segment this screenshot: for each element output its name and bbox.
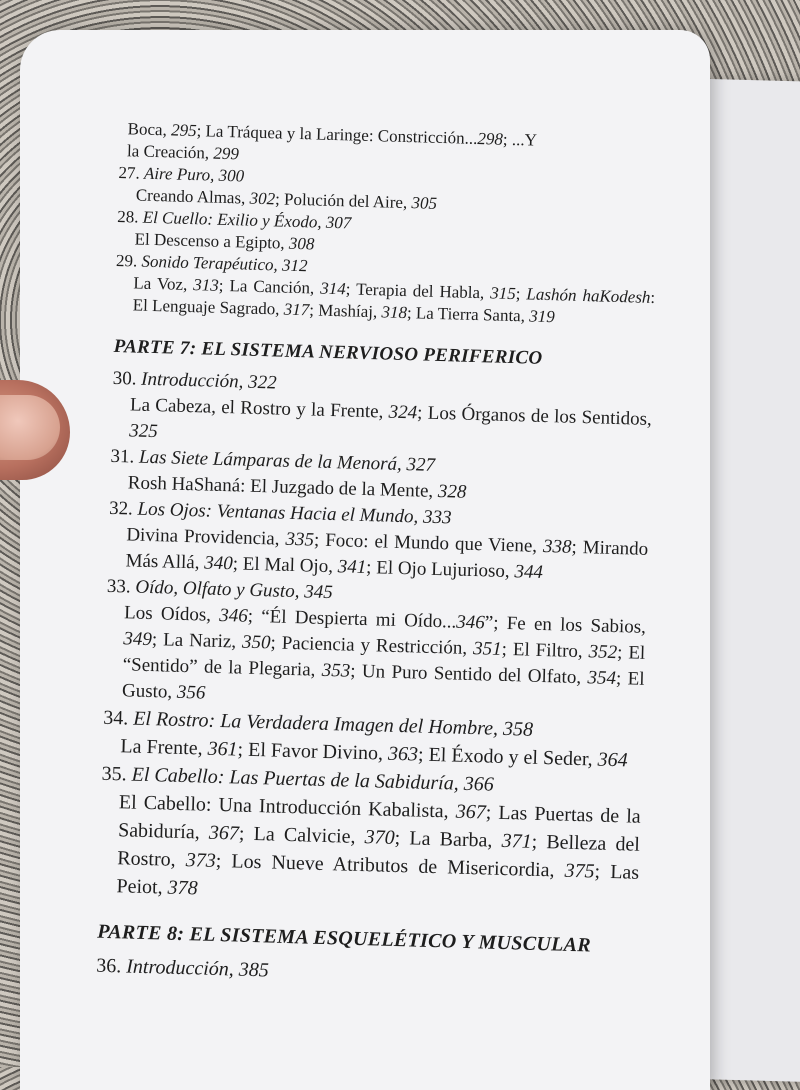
page-number: 346 — [218, 604, 249, 627]
toc-text: Boca, — [127, 119, 172, 140]
page-number: 338 — [542, 535, 572, 558]
page-number: 302 — [249, 188, 276, 209]
chapter-title: El Cabello: Las Puertas de la Sabiduría, 366 — [131, 763, 495, 796]
page-number: 346 — [456, 611, 486, 634]
page-number: 305 — [411, 193, 438, 213]
chapter-number: 27. — [118, 162, 145, 183]
toc-text: La Frente, — [120, 735, 208, 760]
page-number: 315 — [490, 283, 517, 304]
part-heading-7: PARTE 7: EL SISTEMA NERVIOSO PERIFERICO — [113, 335, 543, 369]
page-number: 314 — [319, 278, 346, 299]
page-number: 349 — [123, 628, 153, 651]
toc-text: ; Un Puro Sentido del Olfato, — [349, 660, 588, 689]
page-number: 351 — [472, 638, 502, 660]
toc-text: La Cabeza, el Rostro y la Frente, — [129, 394, 389, 423]
toc-text: ; Paciencia y Restricción, — [270, 632, 474, 660]
page-number: 353 — [321, 659, 351, 682]
chapter-number: 33. — [106, 575, 136, 598]
page-number: 371 — [501, 829, 532, 853]
page-number: 352 — [588, 641, 618, 664]
page-number: 361 — [207, 737, 238, 761]
toc-text: ; Las Puertas de la Sabiduría, — [117, 801, 641, 844]
page-number: 318 — [381, 302, 408, 323]
page-number: 344 — [514, 561, 544, 583]
chapter-title: Introducción, 322 — [140, 368, 277, 394]
chapter-title: Sonido Terapéutico, 312 — [141, 251, 308, 276]
toc-text: La Voz, — [133, 273, 194, 295]
toc-text: ; El Gusto, — [121, 668, 645, 703]
toc-italic-term: Lashón haKodesh — [526, 284, 651, 307]
toc-text: ; “Él Despierta mi Oído... — [247, 605, 457, 633]
chapter-number: 36. — [96, 954, 127, 978]
chapter-number: 35. — [101, 762, 132, 786]
page-number: 341 — [337, 556, 367, 579]
toc-sub-35 — [98, 788, 641, 915]
toc-text: : El Lenguaje Sagrado, — [132, 287, 656, 319]
toc-text: ; La Tierra Santa, — [406, 303, 530, 326]
toc-text: ; Los Órganos de los Sentidos, — [416, 402, 653, 430]
toc-text: ; Los Nueve Atributos de Misericordia, — [215, 849, 565, 882]
page-number: 308 — [288, 233, 315, 254]
toc-text: ; Mirando Más Allá, — [125, 536, 649, 574]
chapter-title: Los Ojos: Ventanas Hacia el Mundo, 333 — [137, 498, 452, 529]
toc-text: ; Belleza del Rostro, — [117, 830, 641, 872]
chapter-title: Aire Puro, 300 — [143, 163, 245, 186]
toc-text: ; La Nariz, — [151, 629, 243, 653]
chapter-title: El Cuello: Exilio y Éxodo, 307 — [142, 207, 352, 233]
toc-text: ; El Éxodo y el Seder, — [417, 743, 599, 771]
toc-text: ; Las Peiot, — [116, 860, 640, 899]
toc-text: ; La Tráquea y la Laringe: Constricción... — [196, 121, 478, 148]
toc-text: ; El Ojo Lujurioso, — [365, 557, 515, 583]
page-number: 317 — [283, 299, 310, 320]
chapter-number: 30. — [112, 367, 142, 390]
toc-text: ; Terapia del Habla, — [345, 279, 491, 303]
page-number: 373 — [185, 849, 217, 872]
page-number: 328 — [437, 481, 467, 503]
page-number: 354 — [587, 667, 617, 690]
page-number: 367 — [455, 800, 487, 824]
toc-text: Los Oídos, — [123, 602, 220, 626]
chapter-title: Las Siete Lámparas de la Menorá, 327 — [138, 446, 436, 476]
chapter-number: 34. — [102, 706, 134, 730]
chapter-number: 29. — [115, 250, 142, 271]
toc-text: ; El “Sentido” de la Plegaria, — [122, 642, 646, 681]
toc-text: El Cabello: Una Introducción Kabalista, — [118, 791, 457, 823]
page-number: 363 — [387, 742, 419, 766]
page-number: 378 — [167, 876, 198, 900]
toc-text: Rosh HaShaná: El Juzgado de la Mente, — [127, 472, 439, 503]
toc-text: Creando Almas, — [135, 185, 250, 208]
toc-text: ; Mashíaj, — [309, 300, 382, 322]
page-number: 375 — [564, 859, 595, 883]
page-number: 364 — [597, 748, 629, 772]
page-number: 313 — [193, 275, 220, 295]
chapter-number: 28. — [116, 206, 144, 227]
page-number: 367 — [208, 821, 240, 845]
toc-text: la Creación, — [126, 141, 214, 163]
toc-sub-33 — [104, 600, 647, 719]
toc-text: Divina Providencia, — [126, 524, 286, 550]
chapter-title: El Rostro: La Verdadera Imagen del Hombre, 358 — [132, 707, 534, 741]
toc-text: ; — [515, 284, 527, 304]
part-heading-8: PARTE 8: EL SISTEMA ESQUELÉTICO Y MUSCULAR — [96, 920, 592, 957]
page-number: 350 — [241, 631, 271, 654]
toc-text: ; Foco: el Mundo que Viene, — [313, 529, 544, 557]
page-number: 319 — [528, 306, 555, 327]
page-number: 324 — [388, 401, 418, 424]
toc-text: ; La Barba, — [394, 826, 502, 852]
toc-text: ; La Calvicie, — [238, 822, 366, 849]
toc-text: ; El Mal Ojo, — [232, 553, 339, 578]
chapter-number: 32. — [108, 497, 138, 520]
page-number: 325 — [128, 420, 159, 443]
toc-text: ; El Filtro, — [501, 638, 589, 663]
page-number: 299 — [213, 143, 240, 164]
page-number: 295 — [170, 120, 197, 141]
page-number: 335 — [285, 528, 315, 551]
chapter-title: Introducción, 385 — [126, 955, 270, 982]
toc-text: El Descenso a Egipto, — [134, 229, 290, 253]
toc-text: ; ...Y — [502, 129, 538, 150]
chapter-number: 31. — [110, 445, 140, 468]
page-number: 356 — [176, 681, 206, 704]
toc-text: ; La Canción, — [218, 275, 321, 298]
page-number: 340 — [203, 552, 234, 575]
table-of-contents — [96, 118, 660, 995]
page-number: 370 — [364, 826, 396, 849]
chapter-title: Oído, Olfato y Gusto, 345 — [135, 576, 334, 604]
toc-text: ”; Fe en los Sabios, — [484, 612, 647, 638]
page-number: 298 — [477, 128, 504, 149]
toc-text: ; Polución del Aire, — [274, 189, 412, 213]
toc-text: ; El Favor Divino, — [237, 738, 389, 765]
